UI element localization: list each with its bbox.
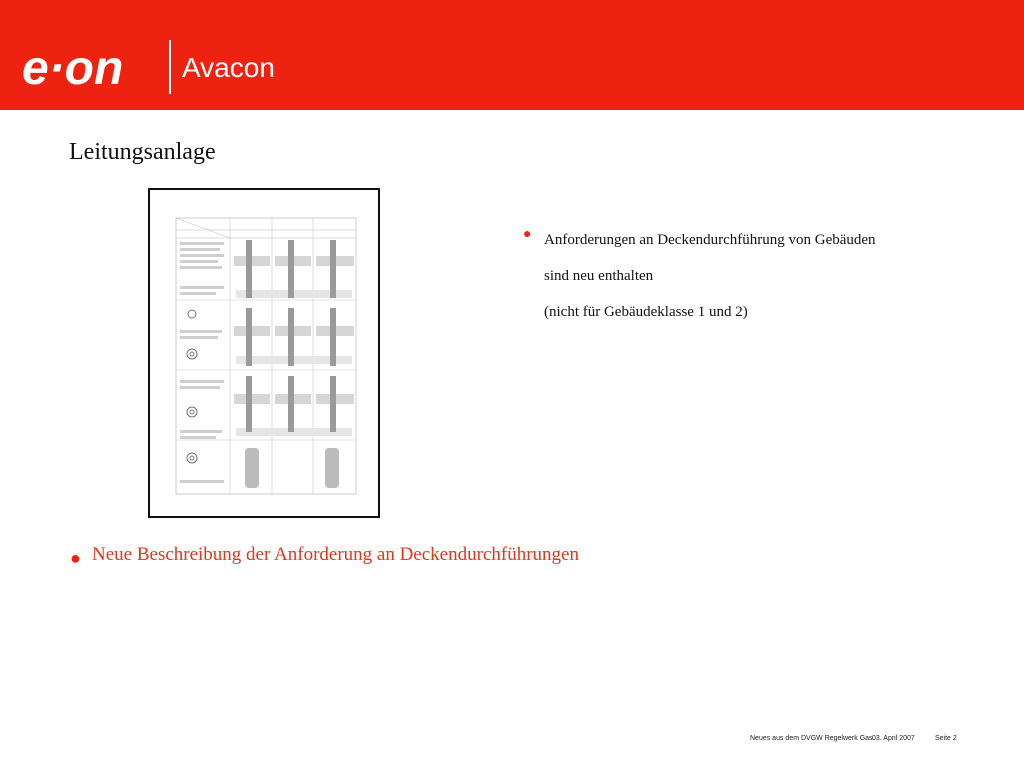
right-bullet-line3: (nicht für Gebäudeklasse 1 und 2)	[544, 304, 748, 320]
right-bullet-line1: Anforderungen an Deckendurchführung von Gebäuden	[544, 232, 876, 248]
right-bullet-line2: sind neu enthalten	[544, 268, 654, 284]
bottom-bullet-marker: ●	[70, 548, 81, 568]
header-bar	[0, 0, 1024, 110]
eon-logo	[22, 46, 160, 92]
footer-page: Seite 2	[935, 735, 957, 742]
footer-source: Neues aus dem DVGW Regelwerk Gas	[750, 735, 873, 742]
technical-drawing-svg	[150, 190, 378, 516]
bottom-bullet-text: Neue Beschreibung der Anforderung an Deckendurchführungen	[92, 544, 579, 565]
eon-logo-text: e·on	[22, 46, 124, 92]
logo-separator	[169, 40, 171, 94]
footer-date: 03. April 2007	[872, 735, 915, 742]
page-title: Leitungsanlage	[69, 139, 216, 165]
right-bullet-marker: ●	[523, 225, 532, 241]
right-bullet-text	[544, 222, 964, 330]
technical-drawing-image	[148, 188, 380, 518]
company-name: Avacon	[182, 52, 275, 83]
